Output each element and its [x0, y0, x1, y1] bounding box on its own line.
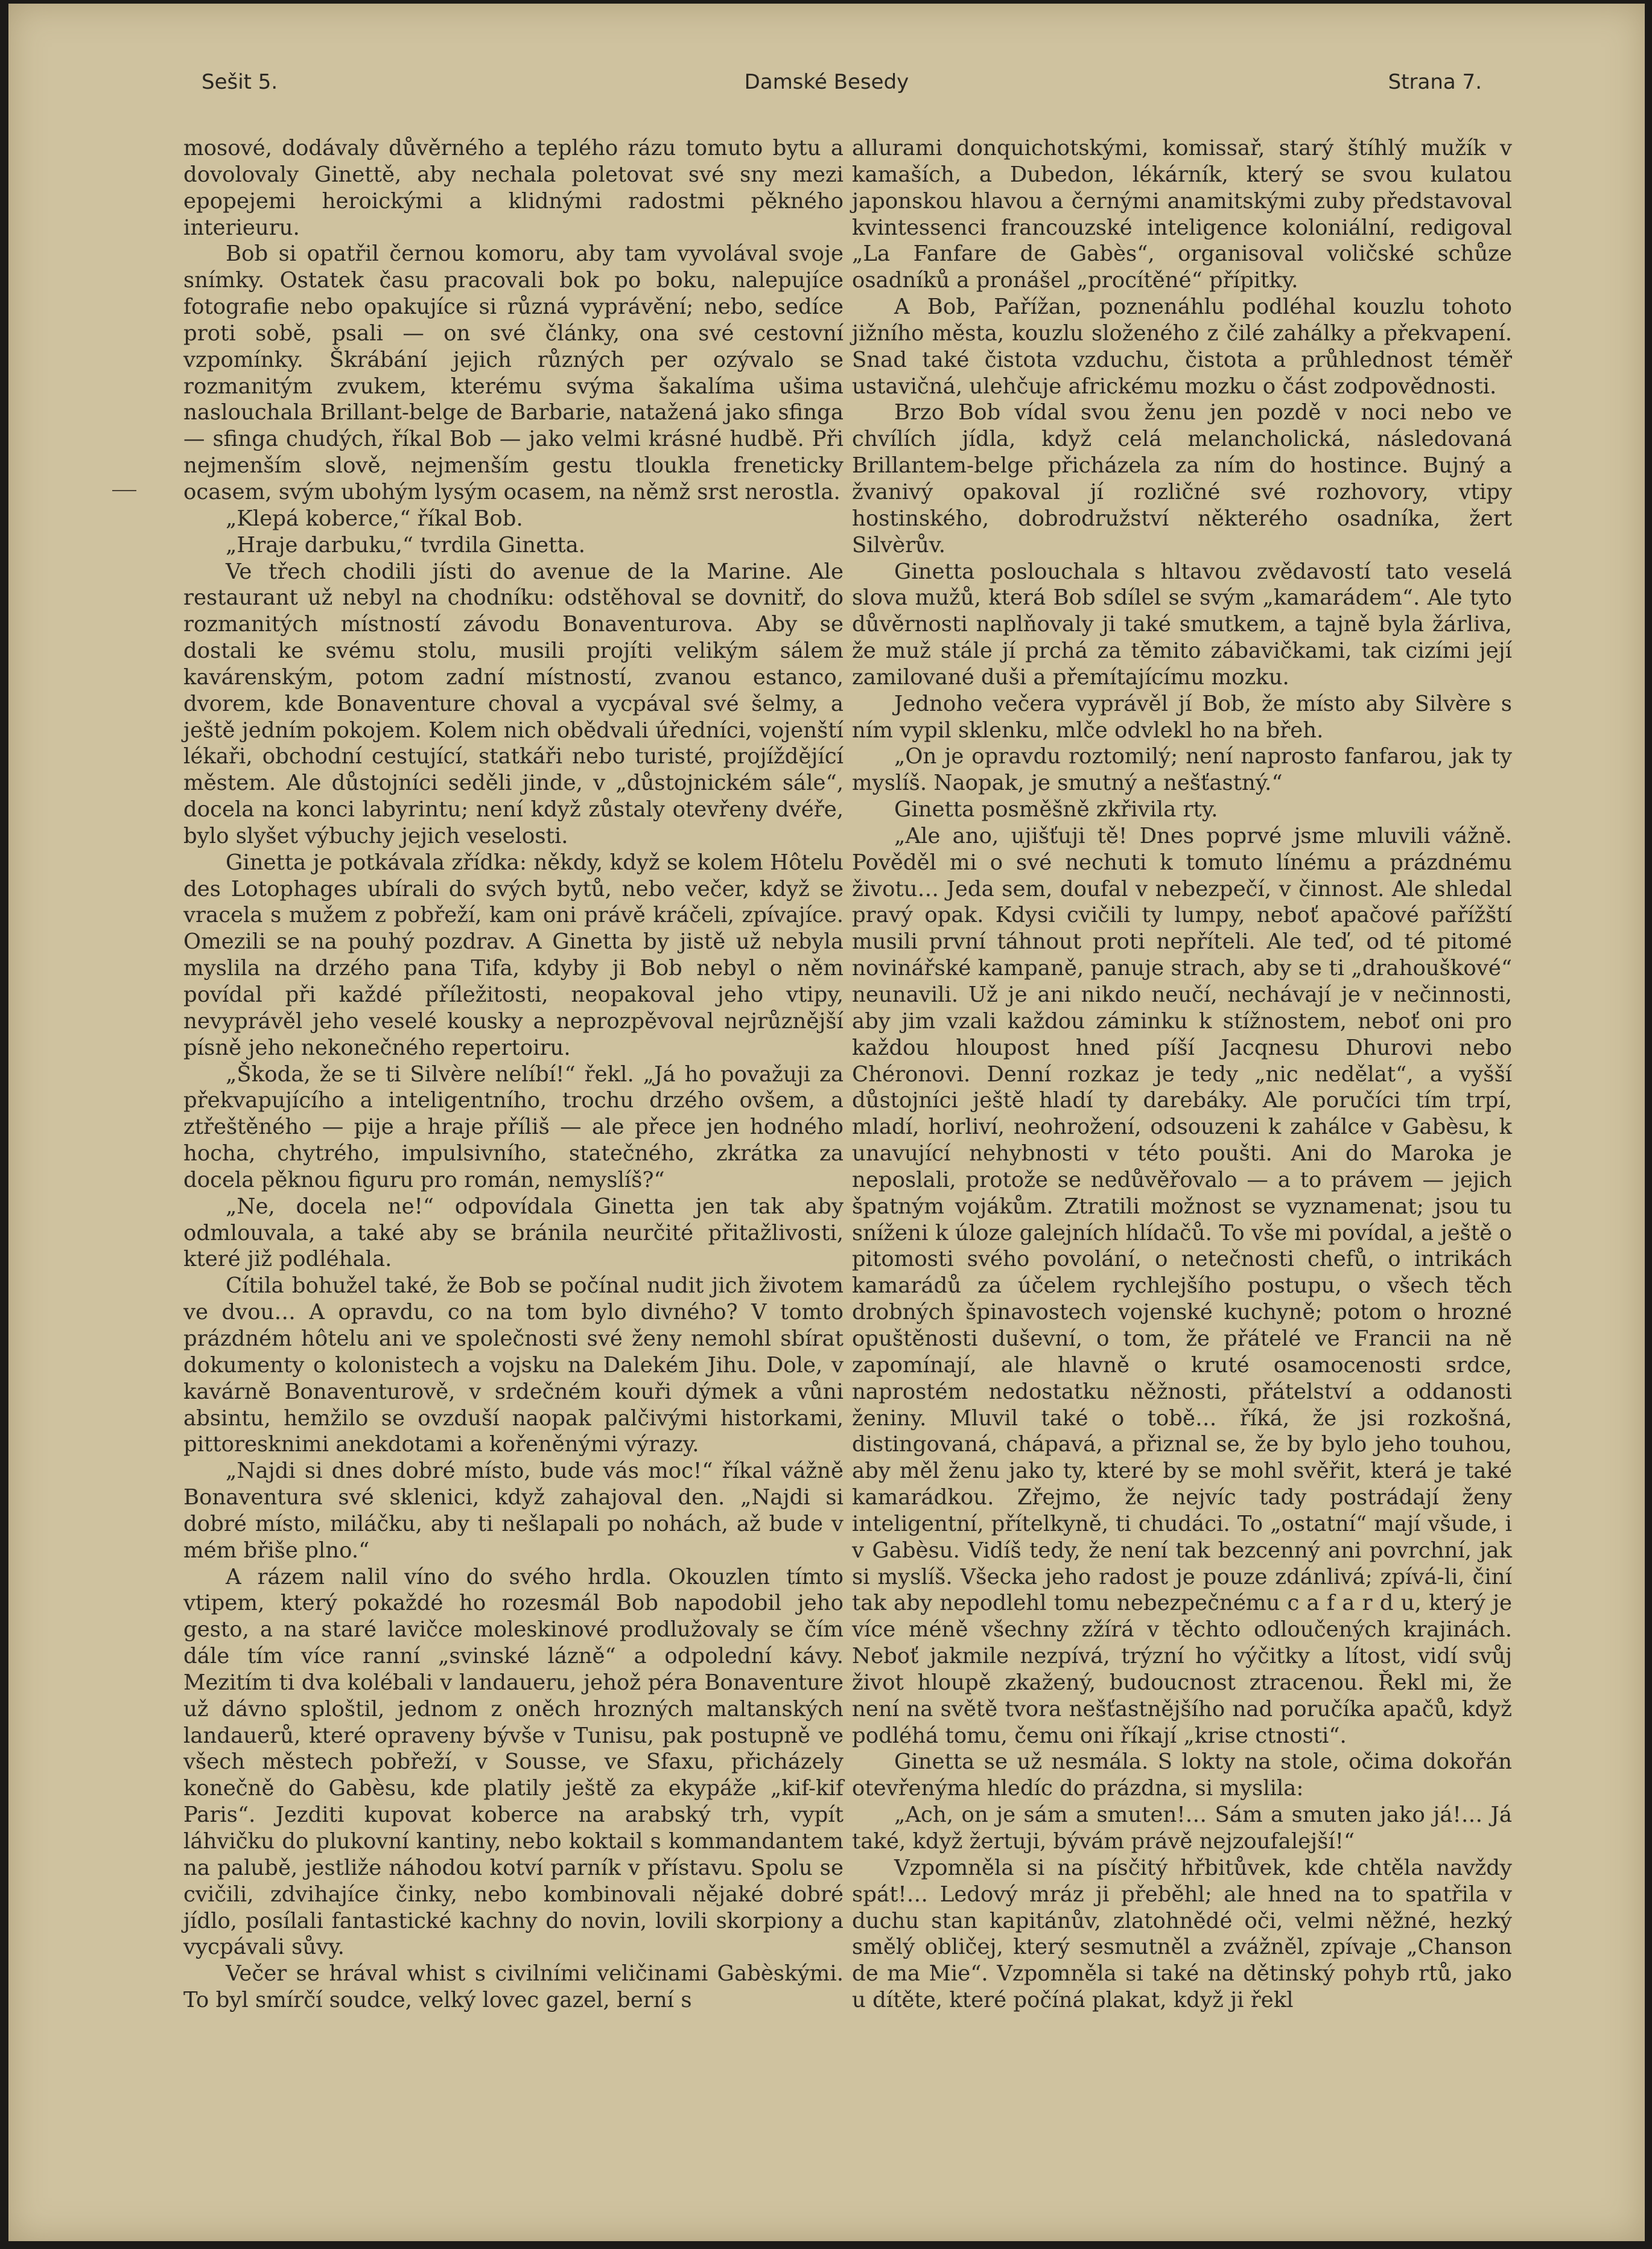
paragraph: allurami donquichotskými, komissař, starý štíhlý mužík v kamaších, a Dubedon, lékárník, který se svou kulatou japonskou hlavou a černými anamitskými zuby představoval kvintessenci francouzské inteligence koloniální, redigoval „La Fanfare de Gabès“, organisoval voličské schůze osadníků a pronášel „procítěné“ přípitky.: [852, 136, 1512, 293]
paragraph: Cítila bohužel také, že Bob se počínal nudit jich životem ve dvou… A opravdu, co na tom bylo divného? V tomto prázdném hôtelu ani ve společnosti své ženy nemohl sbírat dokumenty o kolonistech a vojsku na Dalekém Jihu. Dole, v kavárně Bonaventurově, v srdečném kouři dýmek a vůni absintu, hemžilo se ovzduší naopak palčivými historkami, pittoresknimi anekdotami a kořeněnými výrazy.: [183, 1273, 843, 1457]
page-number: Strana 7.: [1388, 70, 1482, 94]
right-column: [852, 135, 1512, 2014]
paragraph: Ginetta poslouchala s hltavou zvědavostí tato veselá slova mužů, která Bob sdílel se svým „kamarádem“. Ale tyto důvěrnosti naplňovaly ji také smutkem, a tajně byla žárliva, že muž stále jí prchá za těmito zábavičkami, tak cizími její zamilované duši a přemítajícímu mozku.: [852, 559, 1512, 690]
paragraph: Bob si opatřil černou komoru, aby tam vyvolával svoje snímky. Ostatek času pracovali bok po boku, nalepujíce fotografie nebo opakujíce si různá vyprávění; nebo, sedíce proti sobě, psali — on své články, ona své cestovní vzpomínky. Škrábání jejich různých per ozývalo se rozmanitým zvukem, kterému svýma šakalíma ušima naslouchala Brillant-belge de Barbarie, natažená jako sfinga — sfinga chudých, říkal Bob — jako velmi krásné hudbě. Při nejmenším slově, nejmenším gestu tloukla freneticky ocasem, svým ubohým lysým ocasem, na němž srst nerostla.: [183, 241, 843, 504]
paragraph: Ve třech chodili jísti do avenue de la Marine. Ale restaurant už nebyl na chodníku: odstěhoval se dovnitř, do rozmanitých místností závodu Bonaventurova. Aby se dostali ke svému stolu, musili projíti velikým sálem kavárenským, potom zadní místností, zvanou estanco, dvorem, kde Bonaventure choval a vycpával své šelmy, a ještě jedním pokojem. Kolem nich obědvali úředníci, vojenští lékaři, obchodní cestující, statkáři nebo turisté, projíždějící městem. Ale důstojníci seděli jinde, v „důstojnickém sále“, docela na konci labyrintu; není když zůstaly otevřeny dvéře, bylo slyšet výbuchy jejich veselosti.: [183, 559, 843, 848]
paragraph: „On je opravdu roztomilý; není naprosto fanfarou, jak ty myslíš. Naopak, je smutný a nešťastný.“: [852, 744, 1512, 796]
paragraph: Večer se hrával whist s civilními veličinami Gabèskými. To byl smírčí soudce, velký lovec gazel, berní s: [183, 1961, 843, 2013]
paragraph: A Bob, Pařížan, poznenáhlu podléhal kouzlu tohoto jižního města, kouzlu složeného z čilé zahálky a překvapení. Snad také čistota vzduchu, čistota a průhlednost téměř ustavičná, ulehčuje africkému mozku o část zodpovědnosti.: [852, 294, 1512, 399]
paragraph: „Ne, docela ne!“ odpovídala Ginetta jen tak aby odmlouvala, a také aby se bránila neurčité přitažlivosti, které již podléhala.: [183, 1194, 843, 1272]
paragraph: Ginetta posměšně zkřivila rty.: [894, 797, 1218, 822]
paragraph: „Ale ano, ujišťuji tě! Dnes poprvé jsme mluvili vážně. Pověděl mi o své nechuti k tomuto línému a prázdnému životu… Jeda sem, doufal v nebezpečí, v činnost. Ale shledal pravý opak. Kdysi cvičili ty lumpy, neboť apačové pařížští musili první táhnout proti nepříteli. Ale teď, od té pitomé novinářské kampaně, panuje strach, aby se ti „drahouškové“ neunavili. Už je ani nikdo neučí, nechávají je v nečinnosti, aby jim vzali každou záminku k stížnostem, neboť oni pro každou hloupost hned píší Jacqnesu Dhurovi nebo Chéronovi. Denní rozkaz je tedy „nic nedělat“, a vyšší důstojníci ještě hladí ty darebáky. Ale poručíci tím trpí, mladí, horliví, neohrožení, odsouzeni k zahálce v Gabèsu, k unavující nehybnosti v této poušti. Ani do Maroka je neposlali, protože se nedůvěřovalo — a to právem — jejich špatným vojákům. Ztratili možnost se vyznamenat; jsou tu sníženi k úloze galejních hlídačů. To vše mi povídal, a ještě o pitomosti svého povolání, o netečnosti chefů, o intrikách kamarádů za účelem rychlejšího postupu, o všech těch drobných špinavostech vojenské kuchyně; potom o hrozné opuštěnosti duševní, o tom, že přátelé ve Francii na ně zapomínají, ale hlavně o kruté osamocenosti srdce, naprostém nedostatku něžnosti, přátelství a oddanosti ženiny. Mluvil také o tobě… říká, že jsi rozkošná, distingovaná, chápavá, a přiznal se, že by bylo jeho touhou, aby měl ženu jako ty, které by se mohl svěřit, která je také kamarádkou. Zřejmo, že nejvíc tady postrádají ženy inteligentní, přítelkyně, ti chudáci. To „ostatní“ mají všude, i v Gabèsu. Vidíš tedy, že není tak bezcenný ani povrchní, jak si myslíš. Všecka jeho radost je pouze zdánlivá; zpívá-li, činí tak aby nepodlehl tomu nebezpečnému c a f a r d u, který je více méně všechny zžírá v těchto odloučených krajinách. Neboť jakmile nezpívá, trýzní ho výčitky a lítost, vidí svůj život hloupě zkažený, budoucnost ztracenou. Řekl mi, že není na světě tvora nešťastnějšího nad poručíka apačů, když podléhá tomu, čemu oni říkají „krise ctnosti“.: [852, 823, 1512, 1748]
paragraph: Brzo Bob vídal svou ženu jen pozdě v noci nebo ve chvílích jídla, když celá melancholická, následovaná Brillantem-belge přicházela za ním do hostince. Bujný a žvanivý opakoval jí rozličné své rozhovory, vtipy hostinského, dobrodružství některého osadníka, žert Silvèrův.: [852, 400, 1512, 558]
paragraph: „Ach, on je sám a smuten!… Sám a smuten jako já!… Já také, když žertuji, bývám právě nejzoufalejší!“: [852, 1802, 1512, 1854]
paragraph: „Najdi si dnes dobré místo, bude vás moc!“ říkal vážně Bonaventura své sklenici, když zahajoval den. „Najdi si dobré místo, miláčku, aby ti nešlapali po nohách, až bude v mém břiše plno.“: [183, 1459, 843, 1563]
paragraph: „Hraje darbuku,“ tvrdila Ginetta.: [226, 532, 586, 558]
paragraph: Jednoho večera vyprávěl jí Bob, že místo aby Silvère s ním vypil sklenku, mlče odvlekl ho na břeh.: [852, 691, 1512, 743]
left-column: [183, 135, 843, 2014]
paragraph: Ginetta se už nesmála. S lokty na stole, očima dokořán otevřenýma hledíc do prázdna, si myslila:: [852, 1749, 1512, 1801]
paragraph: „Škoda, že se ti Silvère nelíbí!“ řekl. „Já ho považuji za překvapujícího a inteligentního, trochu drzého ovšem, a ztřeštěného — pije a hraje příliš — ale přece jen hodného hocha, chytrého, impulsivního, statečného, zkrátka za docela pěknou figuru pro román, nemyslíš?“: [183, 1061, 843, 1192]
paragraph: „Klepá koberce,“ říkal Bob.: [226, 506, 523, 531]
issue-number: Sešit 5.: [202, 70, 278, 94]
page-header: [8, 70, 1645, 106]
paragraph: A rázem nalil víno do svého hrdla. Okouzlen tímto vtipem, který pokaždé ho rozesmál Bob napodobil jeho gesto, a na staré lavičce moleskinové prodlužovaly se čím dále tím více ranní „svinské lázně“ a odpolední kávy. Mezitím ti dva kolébali v landaueru, jehož péra Bonaventure už dávno sploštil, jednom z oněch hrozných maltanských landauerů, které opraveny bývše v Tunisu, pak postupně ve všech městech pobřeží, v Sousse, ve Sfaxu, přicházely konečně do Gabèsu, kde platily ještě za ekypáže „kif-kif Paris“. Jezditi kupovat koberce na arabský trh, vypít láhvičku do plukovní kantiny, nebo koktail s kommandantem na palubě, jestliže náhodou kotví parník v přístavu. Spolu se cvičili, zdvihajíce činky, nebo kombinovali nějaké dobré jídlo, posílali fantastické kachny do novin, lovili skorpiony a vycpávali sůvy.: [183, 1564, 843, 1960]
magazine-page: [8, 4, 1645, 2241]
margin-mark: [112, 490, 136, 491]
paragraph: Ginetta je potkávala zřídka: někdy, když se kolem Hôtelu des Lotophages ubírali do svých bytů, nebo večer, když se vracela s mužem z pobřeží, kam oni právě kráčeli, zpívajíce. Omezili se na pouhý pozdrav. A Ginetta by jistě už nebyla myslila na drzého pana Tifa, kdyby ji Bob nebyl o něm povídal při každé příležitosti, neopakoval jeho vtipy, nevyprávěl jeho veselé kousky a neprozpěvoval nejrůznější písně jeho nekonečného repertoiru.: [183, 850, 843, 1060]
paragraph: mosové, dodávaly důvěrného a teplého rázu tomuto bytu a dovolovaly Ginettě, aby nechala poletovat své sny mezi epopejemi heroickými a klidnými radostmi pěkného interieuru.: [183, 136, 843, 240]
paragraph: Vzpomněla si na písčitý hřbitůvek, kde chtěla navždy spát!… Ledový mráz ji přeběhl; ale hned na to spatřila v duchu stan kapitánův, zlatohnědé oči, velmi něžné, hezký smělý obličej, který sesmutněl a zvážněl, zpívaje „Chanson de ma Mie“. Vzpomněla si také na dětinský pohyb rtů, jako u dítěte, které počíná plakat, když ji řekl: [852, 1855, 1512, 2013]
magazine-title: Damské Besedy: [744, 70, 909, 94]
